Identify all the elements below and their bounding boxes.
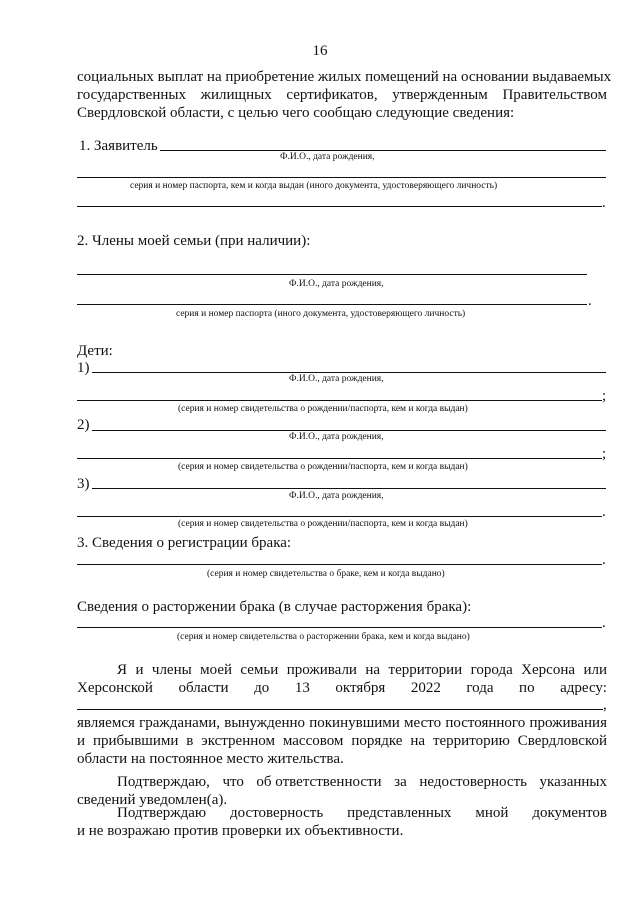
child-2-end: ; bbox=[602, 446, 607, 462]
residence-line-1: Я и члены моей семьи проживали на территории города Херсона или bbox=[117, 662, 607, 678]
child-2-number: 2) bbox=[77, 417, 90, 433]
child-1-doc-line[interactable] bbox=[77, 400, 602, 401]
child-3-number: 3) bbox=[77, 476, 90, 492]
residence-line-4: и прибывшими в экстренном массовом порядке на территорию Свердловской bbox=[77, 733, 607, 749]
child-1-end: ; bbox=[602, 388, 607, 404]
divorce-caption: (серия и номер свидетельства о расторжении брака, кем и когда выдано) bbox=[177, 632, 470, 642]
child-2-fio-line[interactable] bbox=[92, 430, 606, 431]
marriage-caption: (серия и номер свидетельства о браке, кем и когда выдано) bbox=[207, 569, 445, 579]
applicant-period: . bbox=[602, 195, 606, 211]
marriage-label: 3. Сведения о регистрации брака: bbox=[77, 535, 292, 551]
intro-line-2: государственных жилищных сертификатов, утвержденным Правительством bbox=[77, 87, 607, 103]
family-passport-line[interactable] bbox=[77, 304, 587, 305]
child-1-fio-caption: Ф.И.О., дата рождения, bbox=[289, 374, 384, 384]
applicant-passport-line-2[interactable] bbox=[77, 206, 602, 207]
family-fio-line[interactable] bbox=[77, 274, 587, 275]
child-2-doc-caption: (серия и номер свидетельства о рождении/паспорта, кем и когда выдан) bbox=[178, 462, 468, 472]
applicant-passport-line[interactable] bbox=[77, 177, 606, 178]
page-number: 16 bbox=[312, 43, 328, 59]
child-3-doc-caption: (серия и номер свидетельства о рождении/паспорта, кем и когда выдан) bbox=[178, 519, 468, 529]
family-period: . bbox=[588, 293, 592, 309]
children-label: Дети: bbox=[77, 343, 113, 359]
intro-line-3: Свердловской области, с целью чего сообщаю следующие сведения: bbox=[77, 105, 515, 121]
applicant-fio-line[interactable] bbox=[160, 150, 606, 151]
residence-line-3: являемся гражданами, вынужденно покинувшими место постоянного проживания bbox=[77, 715, 607, 731]
divorce-line[interactable] bbox=[77, 627, 602, 628]
confirm-2-line-1: Подтверждаю достоверность представленных мной документов bbox=[117, 805, 607, 821]
residence-line-5: области на постоянное место жительства. bbox=[77, 751, 344, 767]
family-label: 2. Члены моей семьи (при наличии): bbox=[77, 233, 311, 249]
address-comma: , bbox=[603, 697, 607, 713]
confirm-2-line-2: и не возражаю против проверки их объективности. bbox=[77, 823, 404, 839]
child-2-doc-line[interactable] bbox=[77, 458, 602, 459]
marriage-period: . bbox=[602, 552, 606, 568]
marriage-line[interactable] bbox=[77, 564, 602, 565]
family-fio-caption: Ф.И.О., дата рождения, bbox=[289, 279, 384, 289]
child-1-number: 1) bbox=[77, 360, 90, 376]
applicant-fio-caption: Ф.И.О., дата рождения, bbox=[280, 152, 375, 162]
divorce-label: Сведения о расторжении брака (в случае расторжения брака): bbox=[77, 599, 472, 615]
child-3-doc-line[interactable] bbox=[77, 516, 602, 517]
confirm-1-line-2: сведений уведомлен(а). bbox=[77, 792, 228, 808]
child-3-fio-caption: Ф.И.О., дата рождения, bbox=[289, 491, 384, 501]
applicant-passport-caption: серия и номер паспорта, кем и когда выдан (иного документа, удостоверяющего личность) bbox=[130, 181, 498, 191]
child-1-doc-caption: (серия и номер свидетельства о рождении/паспорта, кем и когда выдан) bbox=[178, 404, 468, 414]
child-3-fio-line[interactable] bbox=[92, 488, 606, 489]
applicant-label: 1. Заявитель bbox=[79, 138, 158, 154]
family-passport-caption: серия и номер паспорта (иного документа, удостоверяющего личность) bbox=[176, 309, 466, 319]
residence-line-2: Херсонской области до 13 октября 2022 года по адресу: bbox=[77, 680, 607, 696]
child-1-fio-line[interactable] bbox=[92, 372, 606, 373]
divorce-period: . bbox=[602, 615, 606, 631]
confirm-1-line-1: Подтверждаю, что об ответственности за недостоверность указанных bbox=[117, 774, 607, 790]
child-2-fio-caption: Ф.И.О., дата рождения, bbox=[289, 432, 384, 442]
child-3-end: . bbox=[602, 504, 606, 520]
intro-line-1: социальных выплат на приобретение жилых помещений на основании выдаваемых bbox=[77, 69, 612, 85]
address-line[interactable] bbox=[77, 709, 603, 710]
